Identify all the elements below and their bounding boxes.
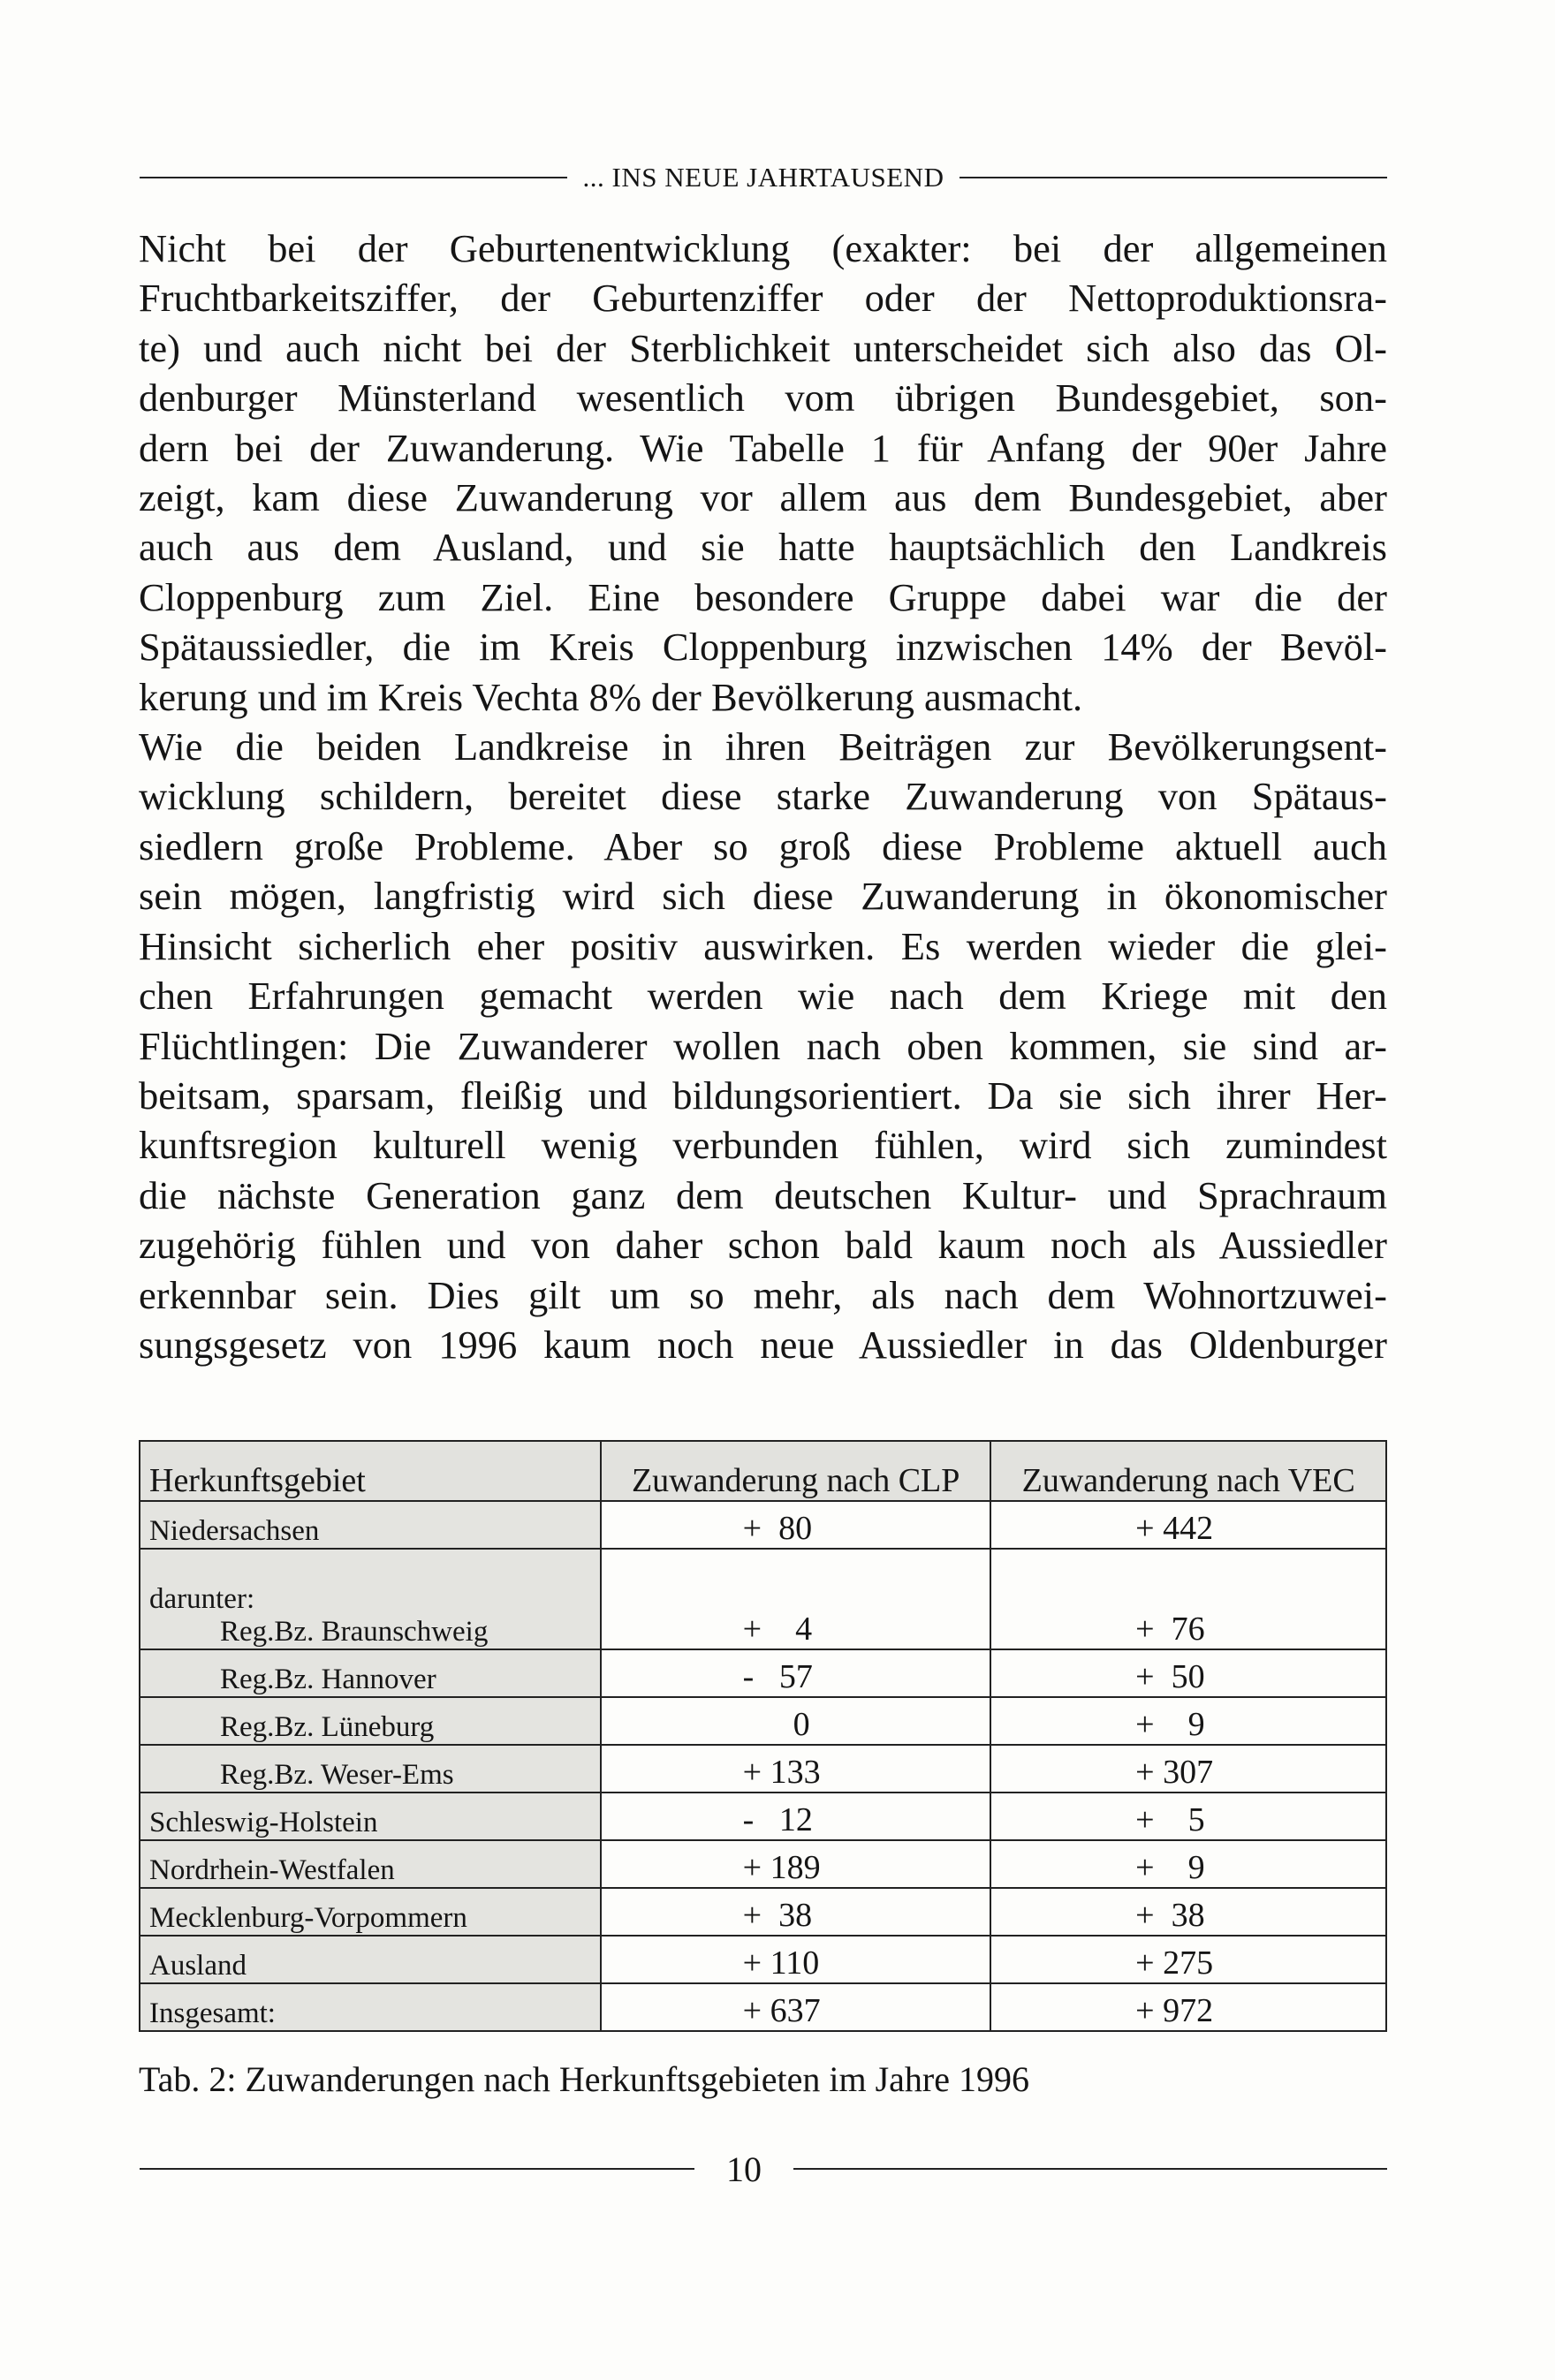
vec-value: + 307 xyxy=(1135,1754,1214,1791)
darunter-label: darunter: xyxy=(149,1583,255,1615)
table-caption: Tab. 2: Zuwanderungen nach Herkunftsgebieten im Jahre 1996 xyxy=(139,2059,1029,2099)
text-line: siedlern große Probleme. Aber so groß diese Probleme aktuell auch xyxy=(139,823,1387,868)
region-cell xyxy=(140,1549,601,1649)
clp-cell xyxy=(601,1649,990,1697)
text-line: te) und auch nicht bei der Sterblichkeit unterscheidet sich also das Ol- xyxy=(139,325,1387,370)
clp-value: + 80 xyxy=(742,1510,813,1547)
text-line: sungsgesetz von 1996 kaum noch neue Aussiedler in das Oldenburger xyxy=(139,1322,1387,1367)
clp-value: + 637 xyxy=(742,1992,821,2029)
text-line: Cloppenburg zum Ziel. Eine besondere Gruppe dabei war die der xyxy=(139,574,1387,619)
vec-value: + 50 xyxy=(1135,1658,1205,1695)
clp-cell xyxy=(601,1501,990,1549)
region-cell: Reg.Bz. Lüneburg xyxy=(140,1697,601,1745)
vec-value: + 442 xyxy=(1135,1510,1214,1547)
text-line: kunftsregion kulturell wenig verbunden fühlen, wird sich zumindest xyxy=(139,1123,1387,1168)
region-cell: Reg.Bz. Hannover xyxy=(140,1649,601,1697)
table-row xyxy=(140,1549,1386,1649)
region-cell: Insgesamt: xyxy=(140,1983,601,2031)
vec-value: + 9 xyxy=(1135,1849,1205,1886)
region-cell: Niedersachsen xyxy=(140,1501,601,1549)
text-line: sein mögen, langfristig wird sich diese Zuwanderung in ökonomischer xyxy=(139,874,1387,919)
clp-value: + 110 xyxy=(742,1944,820,1982)
text-line: auch aus dem Ausland, und sie hatte hauptsächlich den Landkreis xyxy=(139,525,1387,570)
text-line: beitsam, sparsam, fleißig und bildungsorientiert. Da sie sich ihrer Her- xyxy=(139,1073,1387,1118)
clp-cell xyxy=(601,1840,990,1888)
vec-cell xyxy=(990,1745,1386,1793)
text-line: zeigt, kam diese Zuwanderung vor allem aus dem Bundesgebiet, aber xyxy=(139,475,1387,520)
clp-value: + 38 xyxy=(742,1897,813,1934)
header-clp: Zuwanderung nach CLP xyxy=(601,1441,990,1501)
vec-value: + 9 xyxy=(1135,1706,1205,1743)
vec-value: + 972 xyxy=(1135,1992,1214,2029)
table-row xyxy=(140,1501,1386,1549)
page-number: 10 xyxy=(726,2149,762,2189)
clp-value: + 189 xyxy=(742,1849,821,1886)
vec-cell xyxy=(990,1697,1386,1745)
table-row xyxy=(140,1936,1386,1983)
text-line: Spätaussiedler, die im Kreis Cloppenburg inzwischen 14% der Bevöl- xyxy=(139,625,1387,670)
clp-cell xyxy=(601,1745,990,1793)
text-line: Wie die beiden Landkreise in ihren Beiträgen zur Bevölkerungsent- xyxy=(139,724,1387,769)
table-row xyxy=(140,1697,1386,1745)
clp-value: - 12 xyxy=(742,1801,813,1838)
header-rule-left xyxy=(140,177,567,178)
vec-cell xyxy=(990,1936,1386,1983)
paragraph-2 xyxy=(139,722,1387,1369)
region-cell: Ausland xyxy=(140,1936,601,1983)
text-line: kerung und im Kreis Vechta 8% der Bevölkerung ausmacht. xyxy=(139,674,1083,719)
page-footer xyxy=(140,2142,1387,2195)
text-line: Nicht bei der Geburtenentwicklung (exakter: bei der allgemeinen xyxy=(139,226,1387,270)
migration-table xyxy=(139,1440,1387,2032)
vec-cell xyxy=(990,1840,1386,1888)
text-line: denburger Münsterland wesentlich vom übrigen Bundesgebiet, son- xyxy=(139,375,1387,421)
vec-value: + 76 xyxy=(1135,1611,1205,1648)
running-title: ... INS NEUE JAHRTAUSEND xyxy=(582,162,944,193)
text-line: dern bei der Zuwanderung. Wie Tabelle 1 für Anfang der 90er Jahre xyxy=(139,425,1387,470)
vec-cell xyxy=(990,1793,1386,1840)
vec-cell xyxy=(990,1649,1386,1697)
header-vec: Zuwanderung nach VEC xyxy=(990,1441,1386,1501)
vec-cell xyxy=(990,1888,1386,1936)
text-line: Fruchtbarkeitsziffer, der Geburtenziffer oder der Nettoproduktionsra- xyxy=(139,276,1387,321)
region-cell: Mecklenburg-Vorpommern xyxy=(140,1888,601,1936)
clp-cell xyxy=(601,1697,990,1745)
text-line: wicklung schildern, bereitet diese starke Zuwanderung von Spätaus- xyxy=(139,774,1387,819)
region-cell: Schleswig-Holstein xyxy=(140,1793,601,1840)
region-cell: Reg.Bz. Weser-Ems xyxy=(140,1745,601,1793)
table-row xyxy=(140,1888,1386,1936)
text-line: chen Erfahrungen gemacht werden wie nach dem Kriege mit den xyxy=(139,974,1387,1019)
vec-cell xyxy=(990,1549,1386,1649)
text-line: Hinsicht sicherlich eher positiv auswirken. Es werden wieder die glei- xyxy=(139,923,1387,968)
text-line: zugehörig fühlen und von daher schon bald kaum noch als Aussiedler xyxy=(139,1223,1387,1268)
clp-cell xyxy=(601,1793,990,1840)
table-row xyxy=(140,1745,1386,1793)
table-row xyxy=(140,1840,1386,1888)
table-row-total xyxy=(140,1983,1386,2031)
paragraph-1 xyxy=(139,224,1387,722)
clp-value: - 57 xyxy=(742,1658,813,1695)
clp-cell xyxy=(601,1983,990,2031)
clp-cell xyxy=(601,1549,990,1649)
header-herkunftsgebiet: Herkunftsgebiet xyxy=(140,1441,601,1501)
table-row xyxy=(140,1649,1386,1697)
table-row xyxy=(140,1793,1386,1840)
clp-cell xyxy=(601,1888,990,1936)
footer-rule-left xyxy=(140,2168,694,2170)
text-line: die nächste Generation ganz dem deutschen Kultur- und Sprachraum xyxy=(139,1172,1387,1217)
region-label: Reg.Bz. Braunschweig xyxy=(220,1616,489,1648)
vec-value: + 275 xyxy=(1135,1944,1214,1982)
text-line: Flüchtlingen: Die Zuwanderer wollen nach oben kommen, sie sind ar- xyxy=(139,1023,1387,1068)
region-cell: Nordrhein-Westfalen xyxy=(140,1840,601,1888)
text-line: erkennbar sein. Dies gilt um so mehr, als nach dem Wohnortzuwei- xyxy=(139,1272,1387,1317)
clp-cell xyxy=(601,1936,990,1983)
table-header-row xyxy=(140,1441,1386,1501)
vec-cell xyxy=(990,1501,1386,1549)
vec-cell xyxy=(990,1983,1386,2031)
running-header xyxy=(140,155,1387,200)
footer-rule-right xyxy=(793,2168,1387,2170)
clp-value: + 133 xyxy=(742,1754,821,1791)
body-text xyxy=(139,224,1387,1369)
header-rule-right xyxy=(960,177,1387,178)
vec-value: + 38 xyxy=(1135,1897,1205,1934)
clp-value: 0 xyxy=(742,1706,810,1743)
clp-value: + 4 xyxy=(742,1611,813,1648)
vec-value: + 5 xyxy=(1135,1801,1205,1838)
